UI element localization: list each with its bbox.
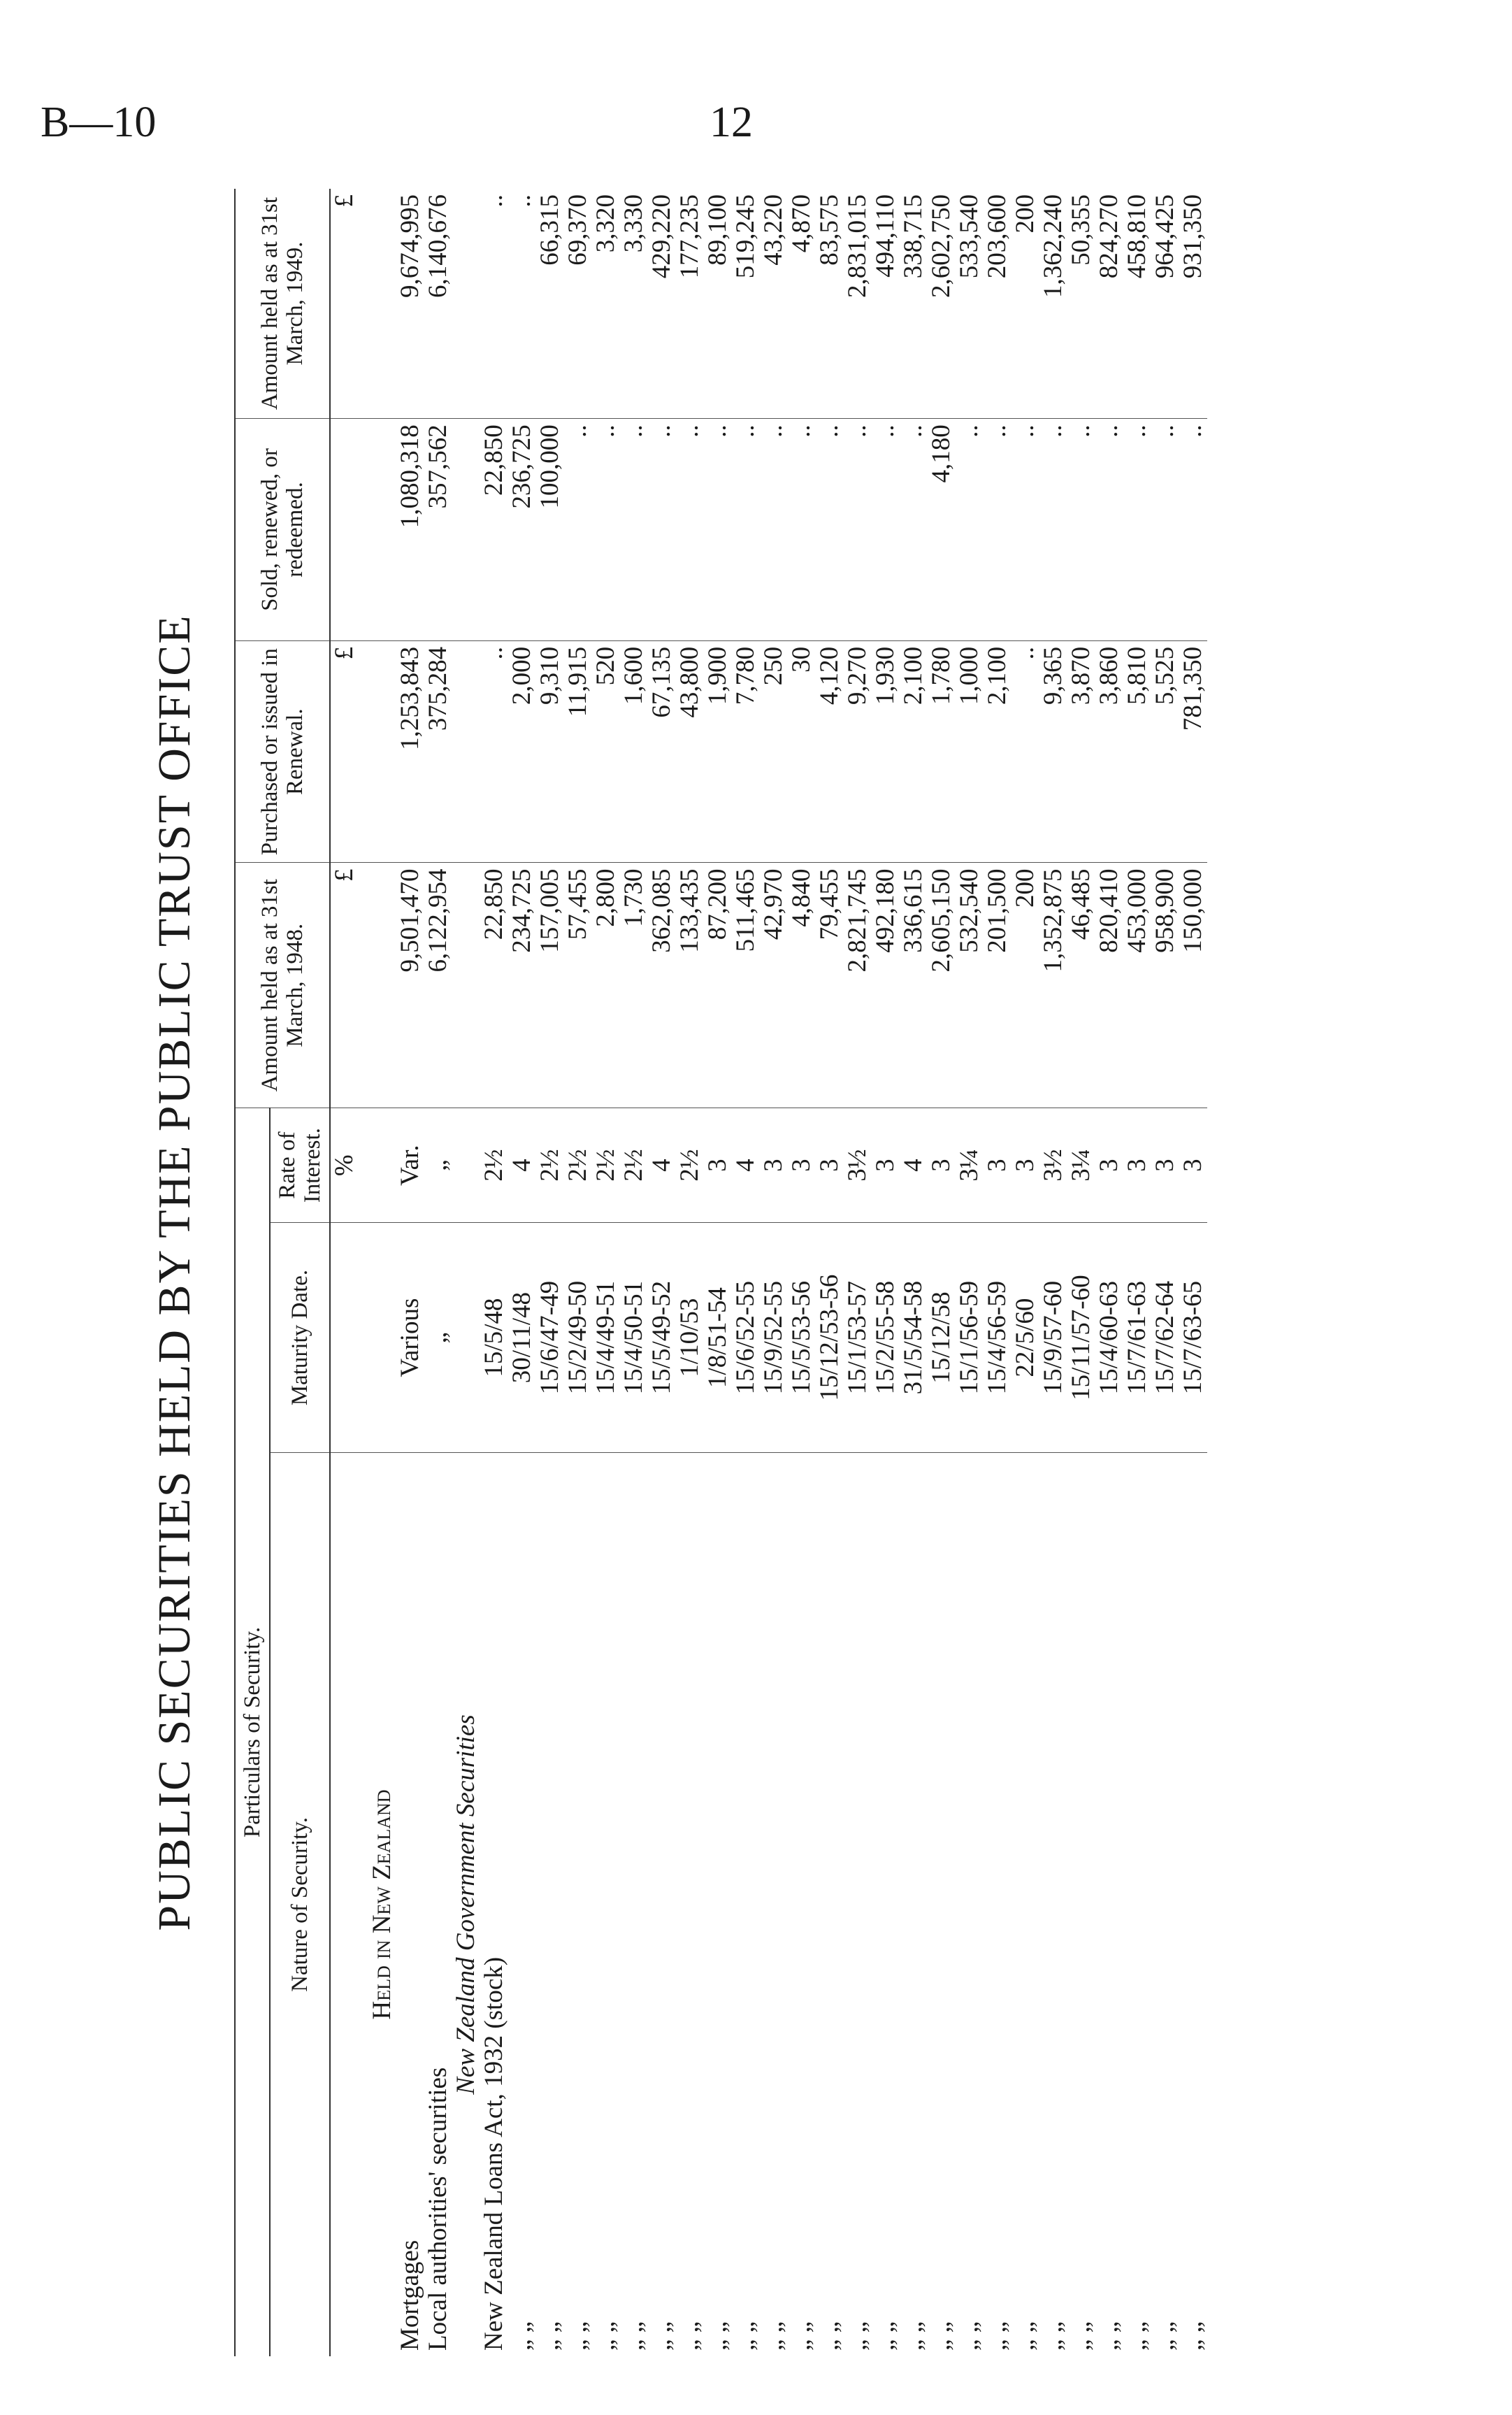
amount-held-1949: 824,270 <box>1095 189 1123 419</box>
amount-held-1949: 2,602,750 <box>928 189 956 419</box>
page-title: PUBLIC SECURITIES HELD BY THE PUBLIC TRUST OFFICE <box>149 614 200 1931</box>
sold-amount: .. <box>648 419 676 641</box>
security-name: „ „ <box>815 2321 844 2351</box>
security-name-cell <box>704 1452 732 2356</box>
amount-held-1948: 958,900 <box>1151 863 1179 1108</box>
amount-held-1949: .. <box>480 189 508 419</box>
sold-amount: 4,180 <box>928 419 956 641</box>
security-name: Local authorities' securities <box>424 2067 452 2351</box>
amount-held-1949: 203,600 <box>984 189 1011 419</box>
table-row <box>1179 189 1207 2356</box>
security-name: „ „ <box>871 2321 900 2351</box>
maturity-date: 15/4/49-51 <box>592 1223 620 1453</box>
purchased-amount: 9,365 <box>1039 640 1067 863</box>
security-name-cell <box>592 1452 620 2356</box>
maturity-date: 15/11/57-60 <box>1067 1223 1095 1453</box>
purchased-amount: 2,000 <box>508 640 536 863</box>
security-name-cell <box>1095 1452 1123 2356</box>
security-name: „ „ <box>1067 2321 1095 2351</box>
security-name: „ „ <box>675 2321 704 2351</box>
amount-held-1948: 532,540 <box>956 863 984 1108</box>
amount-held-1949: 3,320 <box>592 189 620 419</box>
section-heading: Held in New Zealand <box>368 1789 396 2020</box>
amount-held-1948: 1,352,875 <box>1039 863 1067 1108</box>
header-purchased: Purchased or issued in Renewal. <box>235 640 330 863</box>
purchased-amount: 43,800 <box>676 640 704 863</box>
purchased-amount: 5,525 <box>1151 640 1179 863</box>
interest-rate: 3 <box>1151 1108 1179 1223</box>
empty-cell <box>452 1223 480 1453</box>
sold-amount: 357,562 <box>424 419 452 641</box>
security-name: „ „ <box>983 2321 1011 2351</box>
maturity-date: 15/7/61-63 <box>1123 1223 1151 1453</box>
security-name-cell <box>984 1452 1011 2356</box>
amount-held-1948: 200 <box>1011 863 1039 1108</box>
maturity-date: 15/2/55-58 <box>872 1223 900 1453</box>
amount-held-1948: 820,410 <box>1095 863 1123 1108</box>
unit-purchased: £ <box>330 640 359 863</box>
purchased-amount: 781,350 <box>1179 640 1207 863</box>
security-name: „ „ <box>843 2321 872 2351</box>
security-name-cell <box>508 1452 536 2356</box>
sold-amount: .. <box>620 419 648 641</box>
security-name: „ „ <box>899 2321 928 2351</box>
security-name: „ „ <box>787 2321 816 2351</box>
purchased-amount: 67,135 <box>648 640 676 863</box>
table-row <box>872 189 900 2356</box>
amount-held-1948: 87,200 <box>704 863 732 1108</box>
security-name-cell <box>760 1452 788 2356</box>
purchased-amount: 3,860 <box>1095 640 1123 863</box>
sold-amount: .. <box>1179 419 1207 641</box>
purchased-amount: .. <box>480 640 508 863</box>
interest-rate: 4 <box>900 1108 928 1223</box>
maturity-date: 15/4/60-63 <box>1095 1223 1123 1453</box>
amount-held-1948: 201,500 <box>984 863 1011 1108</box>
security-name-cell <box>1179 1452 1207 2356</box>
table-row <box>620 189 648 2356</box>
table-row <box>592 189 620 2356</box>
amount-held-1948: 2,605,150 <box>928 863 956 1108</box>
sold-amount: .. <box>900 419 928 641</box>
interest-rate: 3½ <box>844 1108 872 1223</box>
amount-held-1948: 57,455 <box>564 863 592 1108</box>
security-name-cell <box>564 1452 592 2356</box>
amount-held-1949: 4,870 <box>788 189 816 419</box>
purchased-amount: 1,600 <box>620 640 648 863</box>
sold-amount: 22,850 <box>480 419 508 641</box>
maturity-date: 1/8/51-54 <box>704 1223 732 1453</box>
empty-cell <box>452 640 480 863</box>
unit-held-1949: £ <box>330 189 359 419</box>
interest-rate: 3 <box>816 1108 844 1223</box>
amount-held-1948: 22,850 <box>480 863 508 1108</box>
purchased-amount: .. <box>1011 640 1039 863</box>
security-name: „ „ <box>535 2321 564 2351</box>
table-row <box>1123 189 1151 2356</box>
sold-amount: .. <box>676 419 704 641</box>
interest-rate: 4 <box>648 1108 676 1223</box>
maturity-date: 15/1/56-59 <box>956 1223 984 1453</box>
table-row <box>900 189 928 2356</box>
purchased-amount: 250 <box>760 640 788 863</box>
security-name: „ „ <box>955 2321 984 2351</box>
security-name: New Zealand Loans Act, 1932 (stock) <box>480 1956 508 2351</box>
maturity-date: 15/5/49-52 <box>648 1223 676 1453</box>
header-held-1948: Amount held as at 31st March, 1948. <box>235 863 330 1108</box>
security-name: „ „ <box>1179 2321 1207 2351</box>
amount-held-1949: 429,220 <box>648 189 676 419</box>
amount-held-1949: 458,810 <box>1123 189 1151 419</box>
interest-rate: 2½ <box>564 1108 592 1223</box>
purchased-amount: 1,253,843 <box>396 640 424 863</box>
sold-amount: .. <box>1067 419 1095 641</box>
maturity-date: 15/6/47-49 <box>536 1223 564 1453</box>
amount-held-1948: 46,485 <box>1067 863 1095 1108</box>
section-heading-row <box>359 189 396 2356</box>
amount-held-1948: 362,085 <box>648 863 676 1108</box>
amount-held-1949: 1,362,240 <box>1039 189 1067 419</box>
interest-rate: 3 <box>760 1108 788 1223</box>
interest-rate: 3 <box>984 1108 1011 1223</box>
amount-held-1949: 964,425 <box>1151 189 1179 419</box>
empty-cell <box>452 1108 480 1223</box>
amount-held-1948: 133,435 <box>676 863 704 1108</box>
table-row <box>844 189 872 2356</box>
maturity-date: 15/5/53-56 <box>788 1223 816 1453</box>
header-rate: Rate of Interest. <box>270 1108 330 1223</box>
security-name: „ „ <box>619 2321 648 2351</box>
security-name-cell <box>424 1452 452 2356</box>
empty-cell <box>452 419 480 641</box>
interest-rate: 3 <box>1123 1108 1151 1223</box>
table-row <box>1151 189 1179 2356</box>
unit-rate: % <box>330 1108 359 1223</box>
header-nature: Nature of Security. <box>270 1452 330 2356</box>
security-name-cell <box>956 1452 984 2356</box>
sold-amount: .. <box>732 419 760 641</box>
sold-amount: .. <box>1095 419 1123 641</box>
sold-amount: .. <box>984 419 1011 641</box>
amount-held-1949: 2,831,015 <box>844 189 872 419</box>
amount-held-1949: 338,715 <box>900 189 928 419</box>
security-name-cell <box>900 1452 928 2356</box>
table-body <box>330 189 1207 2356</box>
empty-cell <box>359 1223 396 1453</box>
interest-rate: 3¼ <box>956 1108 984 1223</box>
purchased-amount: 1,900 <box>704 640 732 863</box>
amount-held-1949: 69,370 <box>564 189 592 419</box>
interest-rate: 4 <box>732 1108 760 1223</box>
interest-rate: 3 <box>928 1108 956 1223</box>
security-name: „ „ <box>1095 2321 1123 2351</box>
maturity-date: 15/12/58 <box>928 1223 956 1453</box>
maturity-date: 30/11/48 <box>508 1223 536 1453</box>
amount-held-1948: 2,800 <box>592 863 620 1108</box>
maturity-date: 15/4/50-51 <box>620 1223 648 1453</box>
interest-rate: „ <box>424 1108 452 1223</box>
table-row <box>508 189 536 2356</box>
amount-held-1949: 89,100 <box>704 189 732 419</box>
sold-amount: .. <box>844 419 872 641</box>
sold-amount: .. <box>1039 419 1067 641</box>
amount-held-1948: 150,000 <box>1179 863 1207 1108</box>
sold-amount: .. <box>1151 419 1179 641</box>
security-name-cell <box>844 1452 872 2356</box>
interest-rate: 2½ <box>620 1108 648 1223</box>
maturity-date: 15/9/57-60 <box>1039 1223 1067 1453</box>
subheading: New Zealand Government Securities <box>452 1714 480 2095</box>
empty-cell <box>359 640 396 863</box>
amount-held-1948: 6,122,954 <box>424 863 452 1108</box>
security-name-cell <box>1151 1452 1179 2356</box>
security-name: Mortgages <box>396 2240 424 2351</box>
security-name-cell <box>1039 1452 1067 2356</box>
amount-held-1949: 533,540 <box>956 189 984 419</box>
maturity-date: 15/7/63-65 <box>1179 1223 1207 1453</box>
header-maturity: Maturity Date. <box>270 1223 330 1453</box>
subheading-row <box>452 189 480 2356</box>
purchased-amount: 3,870 <box>1067 640 1095 863</box>
interest-rate: Var. <box>396 1108 424 1223</box>
header-held-1949: Amount held as at 31st March, 1949. <box>235 189 330 419</box>
empty-cell <box>452 189 480 419</box>
amount-held-1949: 519,245 <box>732 189 760 419</box>
purchased-amount: 9,310 <box>536 640 564 863</box>
empty-cell <box>359 1108 396 1223</box>
table-row <box>788 189 816 2356</box>
maturity-date: 15/1/53-57 <box>844 1223 872 1453</box>
purchased-amount: 11,915 <box>564 640 592 863</box>
sold-amount: .. <box>760 419 788 641</box>
purchased-amount: 2,100 <box>984 640 1011 863</box>
security-name-cell <box>396 1452 424 2356</box>
maturity-date: „ <box>424 1223 452 1453</box>
amount-held-1948: 42,970 <box>760 863 788 1108</box>
table-row <box>676 189 704 2356</box>
maturity-date: 1/10/53 <box>676 1223 704 1453</box>
interest-rate: 3¼ <box>1067 1108 1095 1223</box>
security-name: „ „ <box>1039 2321 1067 2351</box>
amount-held-1948: 157,005 <box>536 863 564 1108</box>
rotated-table-block <box>136 189 1381 2356</box>
amount-held-1949: 200 <box>1011 189 1039 419</box>
purchased-amount: 2,100 <box>900 640 928 863</box>
security-name-cell <box>732 1452 760 2356</box>
maturity-date: 15/5/48 <box>480 1223 508 1453</box>
interest-rate: 3 <box>704 1108 732 1223</box>
maturity-date: 15/4/56-59 <box>984 1223 1011 1453</box>
table-row <box>1067 189 1095 2356</box>
unit-row <box>330 189 359 2356</box>
security-name-cell <box>816 1452 844 2356</box>
security-name: „ „ <box>731 2321 760 2351</box>
security-name: „ „ <box>1151 2321 1179 2351</box>
amount-held-1949: 931,350 <box>1179 189 1207 419</box>
amount-held-1948: 234,725 <box>508 863 536 1108</box>
empty-cell <box>359 863 396 1108</box>
interest-rate: 3 <box>1095 1108 1123 1223</box>
purchased-amount: 1,000 <box>956 640 984 863</box>
amount-held-1948: 511,465 <box>732 863 760 1108</box>
purchased-amount: 520 <box>592 640 620 863</box>
interest-rate: 2½ <box>676 1108 704 1223</box>
maturity-date: 15/12/53-56 <box>816 1223 844 1453</box>
purchased-amount: 7,780 <box>732 640 760 863</box>
security-name-cell <box>536 1452 564 2356</box>
purchased-amount: 1,780 <box>928 640 956 863</box>
amount-held-1949: 83,575 <box>816 189 844 419</box>
sold-amount: .. <box>592 419 620 641</box>
amount-held-1948: 1,730 <box>620 863 648 1108</box>
purchased-amount: 1,930 <box>872 640 900 863</box>
header-particulars: Particulars of Security. <box>235 1108 270 2356</box>
table-row <box>816 189 844 2356</box>
security-name: „ „ <box>563 2321 592 2351</box>
security-name: „ „ <box>507 2321 536 2351</box>
amount-held-1949: 50,355 <box>1067 189 1095 419</box>
sold-amount: 100,000 <box>536 419 564 641</box>
maturity-date: 15/6/52-55 <box>732 1223 760 1453</box>
table-row <box>1011 189 1039 2356</box>
sold-amount: 1,080,318 <box>396 419 424 641</box>
interest-rate: 2½ <box>480 1108 508 1223</box>
table-row <box>984 189 1011 2356</box>
amount-held-1948: 453,000 <box>1123 863 1151 1108</box>
table-row <box>1095 189 1123 2356</box>
table-row <box>760 189 788 2356</box>
interest-rate: 2½ <box>536 1108 564 1223</box>
amount-held-1949: .. <box>508 189 536 419</box>
interest-rate: 3 <box>788 1108 816 1223</box>
security-name-cell <box>676 1452 704 2356</box>
securities-table <box>234 189 1207 2356</box>
purchased-amount: 4,120 <box>816 640 844 863</box>
security-name-cell <box>620 1452 648 2356</box>
security-name: „ „ <box>647 2321 676 2351</box>
page-code: B—10 <box>41 99 157 146</box>
sold-amount: .. <box>1123 419 1151 641</box>
security-name-cell <box>788 1452 816 2356</box>
empty-cell <box>359 419 396 641</box>
maturity-date: Various <box>396 1223 424 1453</box>
interest-rate: 3 <box>1179 1108 1207 1223</box>
table-row <box>480 189 508 2356</box>
table-row <box>956 189 984 2356</box>
table-row <box>928 189 956 2356</box>
interest-rate: 3 <box>1011 1108 1039 1223</box>
table-row <box>1039 189 1067 2356</box>
table-row <box>564 189 592 2356</box>
maturity-date: 15/7/62-64 <box>1151 1223 1179 1453</box>
sold-amount: .. <box>956 419 984 641</box>
maturity-date: 22/5/60 <box>1011 1223 1039 1453</box>
security-name-cell <box>480 1452 508 2356</box>
security-name-cell <box>1123 1452 1151 2356</box>
table-row <box>536 189 564 2356</box>
interest-rate: 3 <box>872 1108 900 1223</box>
security-name-cell <box>1067 1452 1095 2356</box>
table-row <box>704 189 732 2356</box>
amount-held-1949: 177,235 <box>676 189 704 419</box>
purchased-amount: 9,270 <box>844 640 872 863</box>
amount-held-1948: 4,840 <box>788 863 816 1108</box>
amount-held-1949: 494,110 <box>872 189 900 419</box>
page-number: 12 <box>710 99 753 146</box>
table-row <box>648 189 676 2356</box>
purchased-amount: 5,810 <box>1123 640 1151 863</box>
unit-held-1948: £ <box>330 863 359 1108</box>
amount-held-1949: 6,140,676 <box>424 189 452 419</box>
purchased-amount: 375,284 <box>424 640 452 863</box>
security-name: „ „ <box>927 2321 956 2351</box>
sold-amount: .. <box>788 419 816 641</box>
sold-amount: 236,725 <box>508 419 536 641</box>
purchased-amount: 30 <box>788 640 816 863</box>
maturity-date: 15/9/52-55 <box>760 1223 788 1453</box>
interest-rate: 3½ <box>1039 1108 1067 1223</box>
security-name: „ „ <box>759 2321 788 2351</box>
empty-cell <box>452 863 480 1108</box>
security-name: „ „ <box>591 2321 620 2351</box>
interest-rate: 2½ <box>592 1108 620 1223</box>
security-name: „ „ <box>1011 2321 1039 2351</box>
sold-amount: .. <box>872 419 900 641</box>
amount-held-1948: 9,501,470 <box>396 863 424 1108</box>
amount-held-1949: 66,315 <box>536 189 564 419</box>
security-name-cell <box>872 1452 900 2356</box>
sold-amount: .. <box>816 419 844 641</box>
amount-held-1948: 79,455 <box>816 863 844 1108</box>
security-name: „ „ <box>703 2321 732 2351</box>
header-sold: Sold, renewed, or redeemed. <box>235 419 330 641</box>
amount-held-1949: 9,674,995 <box>396 189 424 419</box>
security-name: „ „ <box>1123 2321 1151 2351</box>
security-name-cell <box>1011 1452 1039 2356</box>
empty-cell <box>359 189 396 419</box>
security-name-cell <box>648 1452 676 2356</box>
sold-amount: .. <box>564 419 592 641</box>
interest-rate: 4 <box>508 1108 536 1223</box>
table-row <box>732 189 760 2356</box>
maturity-date: 15/2/49-50 <box>564 1223 592 1453</box>
sold-amount: .. <box>704 419 732 641</box>
amount-held-1948: 336,615 <box>900 863 928 1108</box>
security-name-cell <box>928 1452 956 2356</box>
amount-held-1948: 492,180 <box>872 863 900 1108</box>
maturity-date: 31/5/54-58 <box>900 1223 928 1453</box>
amount-held-1948: 2,821,745 <box>844 863 872 1108</box>
amount-held-1949: 3,330 <box>620 189 648 419</box>
amount-held-1949: 43,220 <box>760 189 788 419</box>
table-row <box>424 189 452 2356</box>
table-row <box>396 189 424 2356</box>
sold-amount: .. <box>1011 419 1039 641</box>
